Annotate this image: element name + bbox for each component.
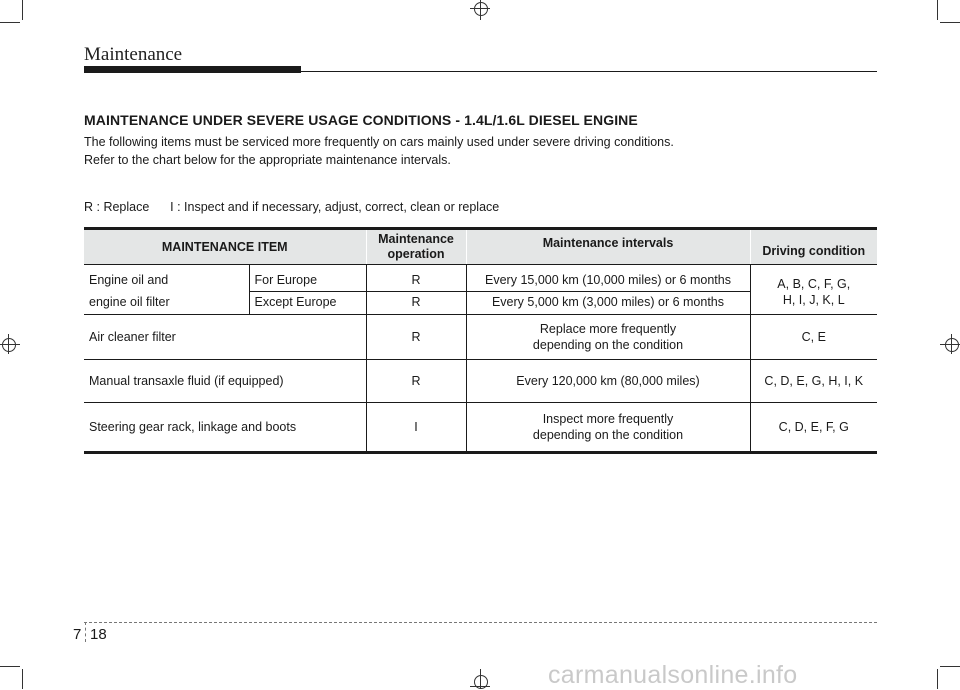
- intro-line: Refer to the chart below for the appropriate maintenance intervals.: [84, 153, 451, 167]
- footer-rule: [84, 622, 877, 623]
- registration-mark: [474, 2, 488, 16]
- interval-cell: [466, 403, 750, 453]
- intro-text: [84, 133, 674, 169]
- crop-mark: [22, 669, 23, 689]
- interval-text: Inspect more frequently: [542, 412, 674, 426]
- table-row: [84, 265, 877, 292]
- operation-cell: R: [366, 292, 466, 315]
- region-cell: Except Europe: [249, 292, 366, 315]
- interval-cell: Every 120,000 km (80,000 miles): [466, 360, 750, 403]
- interval-text: depending on the condition: [532, 338, 684, 352]
- crop-mark: [940, 666, 960, 667]
- watermark: carmanualsonline.info: [548, 661, 798, 689]
- condition-cell: [750, 265, 877, 315]
- crop-mark: [937, 669, 938, 689]
- item-cell: engine oil filter: [84, 292, 249, 315]
- header-maintenance-operation: [366, 229, 466, 265]
- condition-cell: C, D, E, F, G: [750, 403, 877, 453]
- crop-mark: [22, 0, 23, 20]
- interval-cell: Every 15,000 km (10,000 miles) or 6 months: [466, 265, 750, 292]
- condition-text: H, I, J, K, L: [782, 292, 845, 307]
- operation-cell: R: [366, 315, 466, 360]
- footer-divider: [85, 622, 86, 642]
- header-rule-thick: [84, 66, 301, 73]
- registration-mark: [474, 675, 488, 689]
- table-row: [84, 360, 877, 403]
- condition-text: A, B, C, F, G,: [777, 276, 851, 291]
- condition-cell: C, E: [750, 315, 877, 360]
- header-text: Maintenance: [378, 232, 454, 246]
- maintenance-table: [84, 227, 877, 454]
- crop-mark: [940, 22, 960, 23]
- intro-line: The following items must be serviced more frequently on cars mainly used under severe driving conditions.: [84, 135, 674, 149]
- section-title: MAINTENANCE UNDER SEVERE USAGE CONDITIONS - 1.4L/1.6L DIESEL ENGINE: [84, 112, 638, 128]
- item-cell: Steering gear rack, linkage and boots: [84, 403, 366, 453]
- page-header-title: Maintenance: [84, 44, 183, 65]
- crop-mark: [937, 0, 938, 20]
- item-cell: Engine oil and: [89, 273, 169, 288]
- operation-cell: R: [366, 265, 466, 292]
- interval-text: Replace more frequently: [539, 322, 677, 336]
- table-row: [84, 403, 877, 453]
- registration-mark: [2, 338, 16, 352]
- item-cell: Air cleaner filter: [84, 315, 366, 360]
- crop-mark: [0, 666, 20, 667]
- region-cell: For Europe: [249, 265, 366, 292]
- crop-mark: [0, 22, 20, 23]
- interval-text: depending on the condition: [532, 428, 684, 442]
- page-number: 18: [90, 626, 107, 643]
- operation-cell: I: [366, 403, 466, 453]
- header-maintenance-item: MAINTENANCE ITEM: [84, 229, 366, 265]
- operation-cell: R: [366, 360, 466, 403]
- item-cell: Manual transaxle fluid (if equipped): [84, 360, 366, 403]
- interval-cell: Every 5,000 km (3,000 miles) or 6 months: [466, 292, 750, 315]
- legend-text: R : Replace I : Inspect and if necessary, adjust, correct, clean or replace: [84, 200, 500, 214]
- chapter-number: 7: [73, 626, 82, 643]
- header-rule-thin: [301, 71, 877, 72]
- header-text: operation: [387, 247, 445, 261]
- header-maintenance-intervals: Maintenance intervals: [466, 229, 750, 265]
- header-driving-condition: Driving condition: [750, 229, 877, 265]
- table-header-row: [84, 229, 877, 265]
- registration-mark: [945, 338, 959, 352]
- interval-cell: [466, 315, 750, 360]
- condition-cell: C, D, E, G, H, I, K: [750, 360, 877, 403]
- table-row: [84, 315, 877, 360]
